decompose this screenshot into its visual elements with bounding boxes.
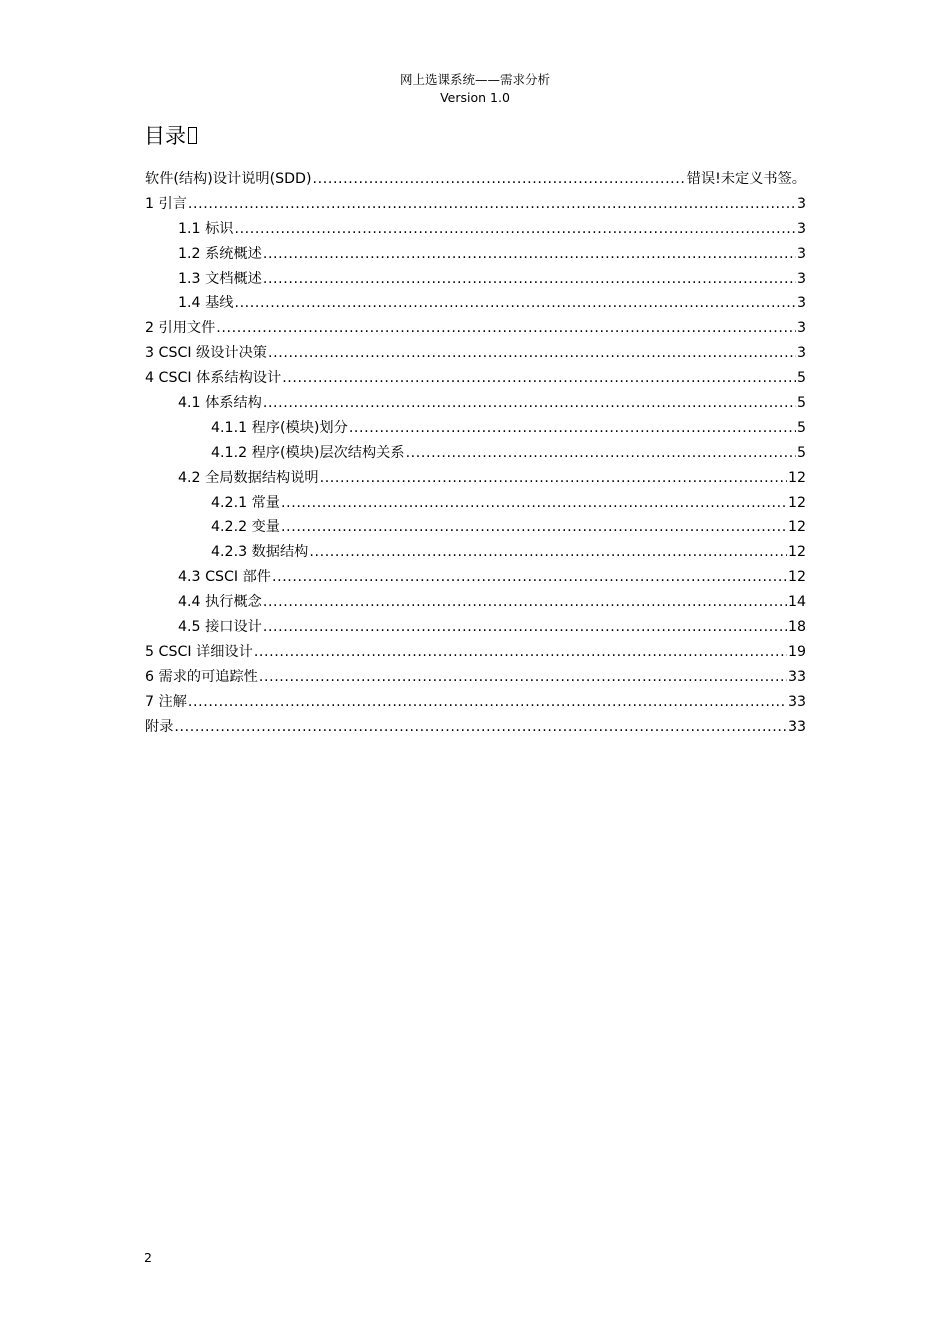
toc-entry[interactable] <box>145 167 806 192</box>
toc-entry[interactable] <box>145 291 806 316</box>
toc-entry-page: 12 <box>787 544 806 561</box>
toc-entry[interactable] <box>145 366 806 391</box>
toc-dot-leader <box>263 242 796 267</box>
toc-entry-page: 3 <box>796 345 806 362</box>
toc-dot-leader <box>263 391 796 416</box>
toc-entry-label: 4 CSCI 体系结构设计 <box>145 370 282 387</box>
toc-dot-leader <box>234 217 796 242</box>
toc-dot-leader <box>313 167 686 192</box>
toc-heading-text: 目录 <box>144 124 186 148</box>
toc-entry-page: 5 <box>796 370 806 387</box>
toc-entry[interactable] <box>145 341 806 366</box>
toc-entry-page: 18 <box>787 619 806 636</box>
toc-entry-label: 4.1.2 程序(模块)层次结构关系 <box>211 444 405 461</box>
toc-entry-label: 2 引用文件 <box>145 320 216 337</box>
toc-dot-leader <box>188 690 787 715</box>
toc-entry[interactable] <box>145 441 806 466</box>
toc-entry-label: 1.3 文档概述 <box>178 270 262 287</box>
toc-entry-page: 5 <box>796 444 806 461</box>
toc-entry-label: 4.1 体系结构 <box>178 395 262 412</box>
toc-entry-label: 4.1.1 程序(模块)划分 <box>211 419 348 436</box>
toc-entry[interactable] <box>145 192 806 217</box>
toc-entry-label: 4.3 CSCI 部件 <box>178 569 271 586</box>
toc-entry[interactable] <box>145 540 806 565</box>
toc-entry-page: 5 <box>796 395 806 412</box>
toc-dot-leader <box>268 341 796 366</box>
toc-dot-leader <box>406 441 796 466</box>
toc-dot-leader <box>216 316 796 341</box>
toc-entry-page: 错误!未定义书签。 <box>686 171 806 187</box>
toc-entry-page: 3 <box>796 295 806 312</box>
toc-entry-label: 1 引言 <box>145 195 187 212</box>
toc-entry[interactable] <box>145 640 806 665</box>
toc-entry-label: 1.1 标识 <box>178 220 234 237</box>
toc-dot-leader <box>234 291 796 316</box>
toc-dot-leader <box>281 515 787 540</box>
toc-dot-leader <box>281 491 787 516</box>
toc-entry-page: 3 <box>796 195 806 212</box>
toc-entry-label: 4.2.2 变量 <box>211 519 280 536</box>
toc-entry-label: 4.4 执行概念 <box>178 594 262 611</box>
toc-entry-label: 6 需求的可追踪性 <box>145 668 258 685</box>
toc-entry[interactable] <box>145 715 806 740</box>
toc-dot-leader <box>263 615 787 640</box>
toc-entry-page: 3 <box>796 245 806 262</box>
toc-entry-label: 4.2.3 数据结构 <box>211 544 309 561</box>
toc-entry-label: 3 CSCI 级设计决策 <box>145 345 267 362</box>
toc-entry[interactable] <box>145 590 806 615</box>
toc-entry-label: 1.2 系统概述 <box>178 245 262 262</box>
toc-entry[interactable] <box>145 690 806 715</box>
toc-entry-label: 附录 <box>145 718 174 735</box>
toc-entry-label: 4.2 全局数据结构说明 <box>178 469 319 486</box>
toc-dot-leader <box>259 665 787 690</box>
toc-entry-page: 19 <box>787 643 806 660</box>
toc-entry-label: 5 CSCI 详细设计 <box>145 643 253 660</box>
toc-entry[interactable] <box>145 316 806 341</box>
toc-dot-leader <box>320 466 787 491</box>
toc-entry[interactable] <box>145 466 806 491</box>
toc-entry-label: 4.2.1 常量 <box>211 494 280 511</box>
toc-entry-page: 3 <box>796 220 806 237</box>
toc-entry-page: 12 <box>787 569 806 586</box>
toc-dot-leader <box>188 192 796 217</box>
toc-entry-label: 7 注解 <box>145 693 187 710</box>
toc-dot-leader <box>309 540 787 565</box>
table-of-contents <box>145 167 806 739</box>
toc-entry-page: 33 <box>787 693 806 710</box>
toc-entry-page: 3 <box>796 320 806 337</box>
toc-entry[interactable] <box>145 615 806 640</box>
toc-entry-page: 5 <box>796 419 806 436</box>
toc-entry-page: 12 <box>787 469 806 486</box>
toc-entry-label: 1.4 基线 <box>178 295 234 312</box>
toc-entry[interactable] <box>145 217 806 242</box>
toc-entry[interactable] <box>145 565 806 590</box>
toc-dot-leader <box>174 715 787 740</box>
toc-entry-label: 软件(结构)设计说明(SDD) <box>145 171 312 187</box>
toc-entry[interactable] <box>145 242 806 267</box>
missing-glyph-icon <box>188 127 197 144</box>
toc-entry-page: 14 <box>787 594 806 611</box>
toc-dot-leader <box>282 366 796 391</box>
toc-entry[interactable] <box>145 515 806 540</box>
toc-dot-leader <box>263 590 787 615</box>
toc-entry[interactable] <box>145 391 806 416</box>
toc-dot-leader <box>272 565 787 590</box>
toc-dot-leader <box>254 640 787 665</box>
page-header <box>0 71 950 107</box>
toc-entry-label: 4.5 接口设计 <box>178 619 262 636</box>
toc-dot-leader <box>263 267 796 292</box>
toc-entry-page: 12 <box>787 494 806 511</box>
toc-entry-page: 12 <box>787 519 806 536</box>
header-title: 网上选课系统——需求分析 <box>399 72 550 87</box>
toc-heading <box>144 122 197 150</box>
toc-entry-page: 33 <box>787 718 806 735</box>
toc-entry-page: 3 <box>796 270 806 287</box>
toc-entry[interactable] <box>145 665 806 690</box>
toc-dot-leader <box>349 416 796 441</box>
toc-entry[interactable] <box>145 491 806 516</box>
toc-entry-page: 33 <box>787 668 806 685</box>
page-number: 2 <box>144 1250 152 1265</box>
toc-entry[interactable] <box>145 267 806 292</box>
header-version: Version 1.0 <box>440 90 510 105</box>
toc-entry[interactable] <box>145 416 806 441</box>
